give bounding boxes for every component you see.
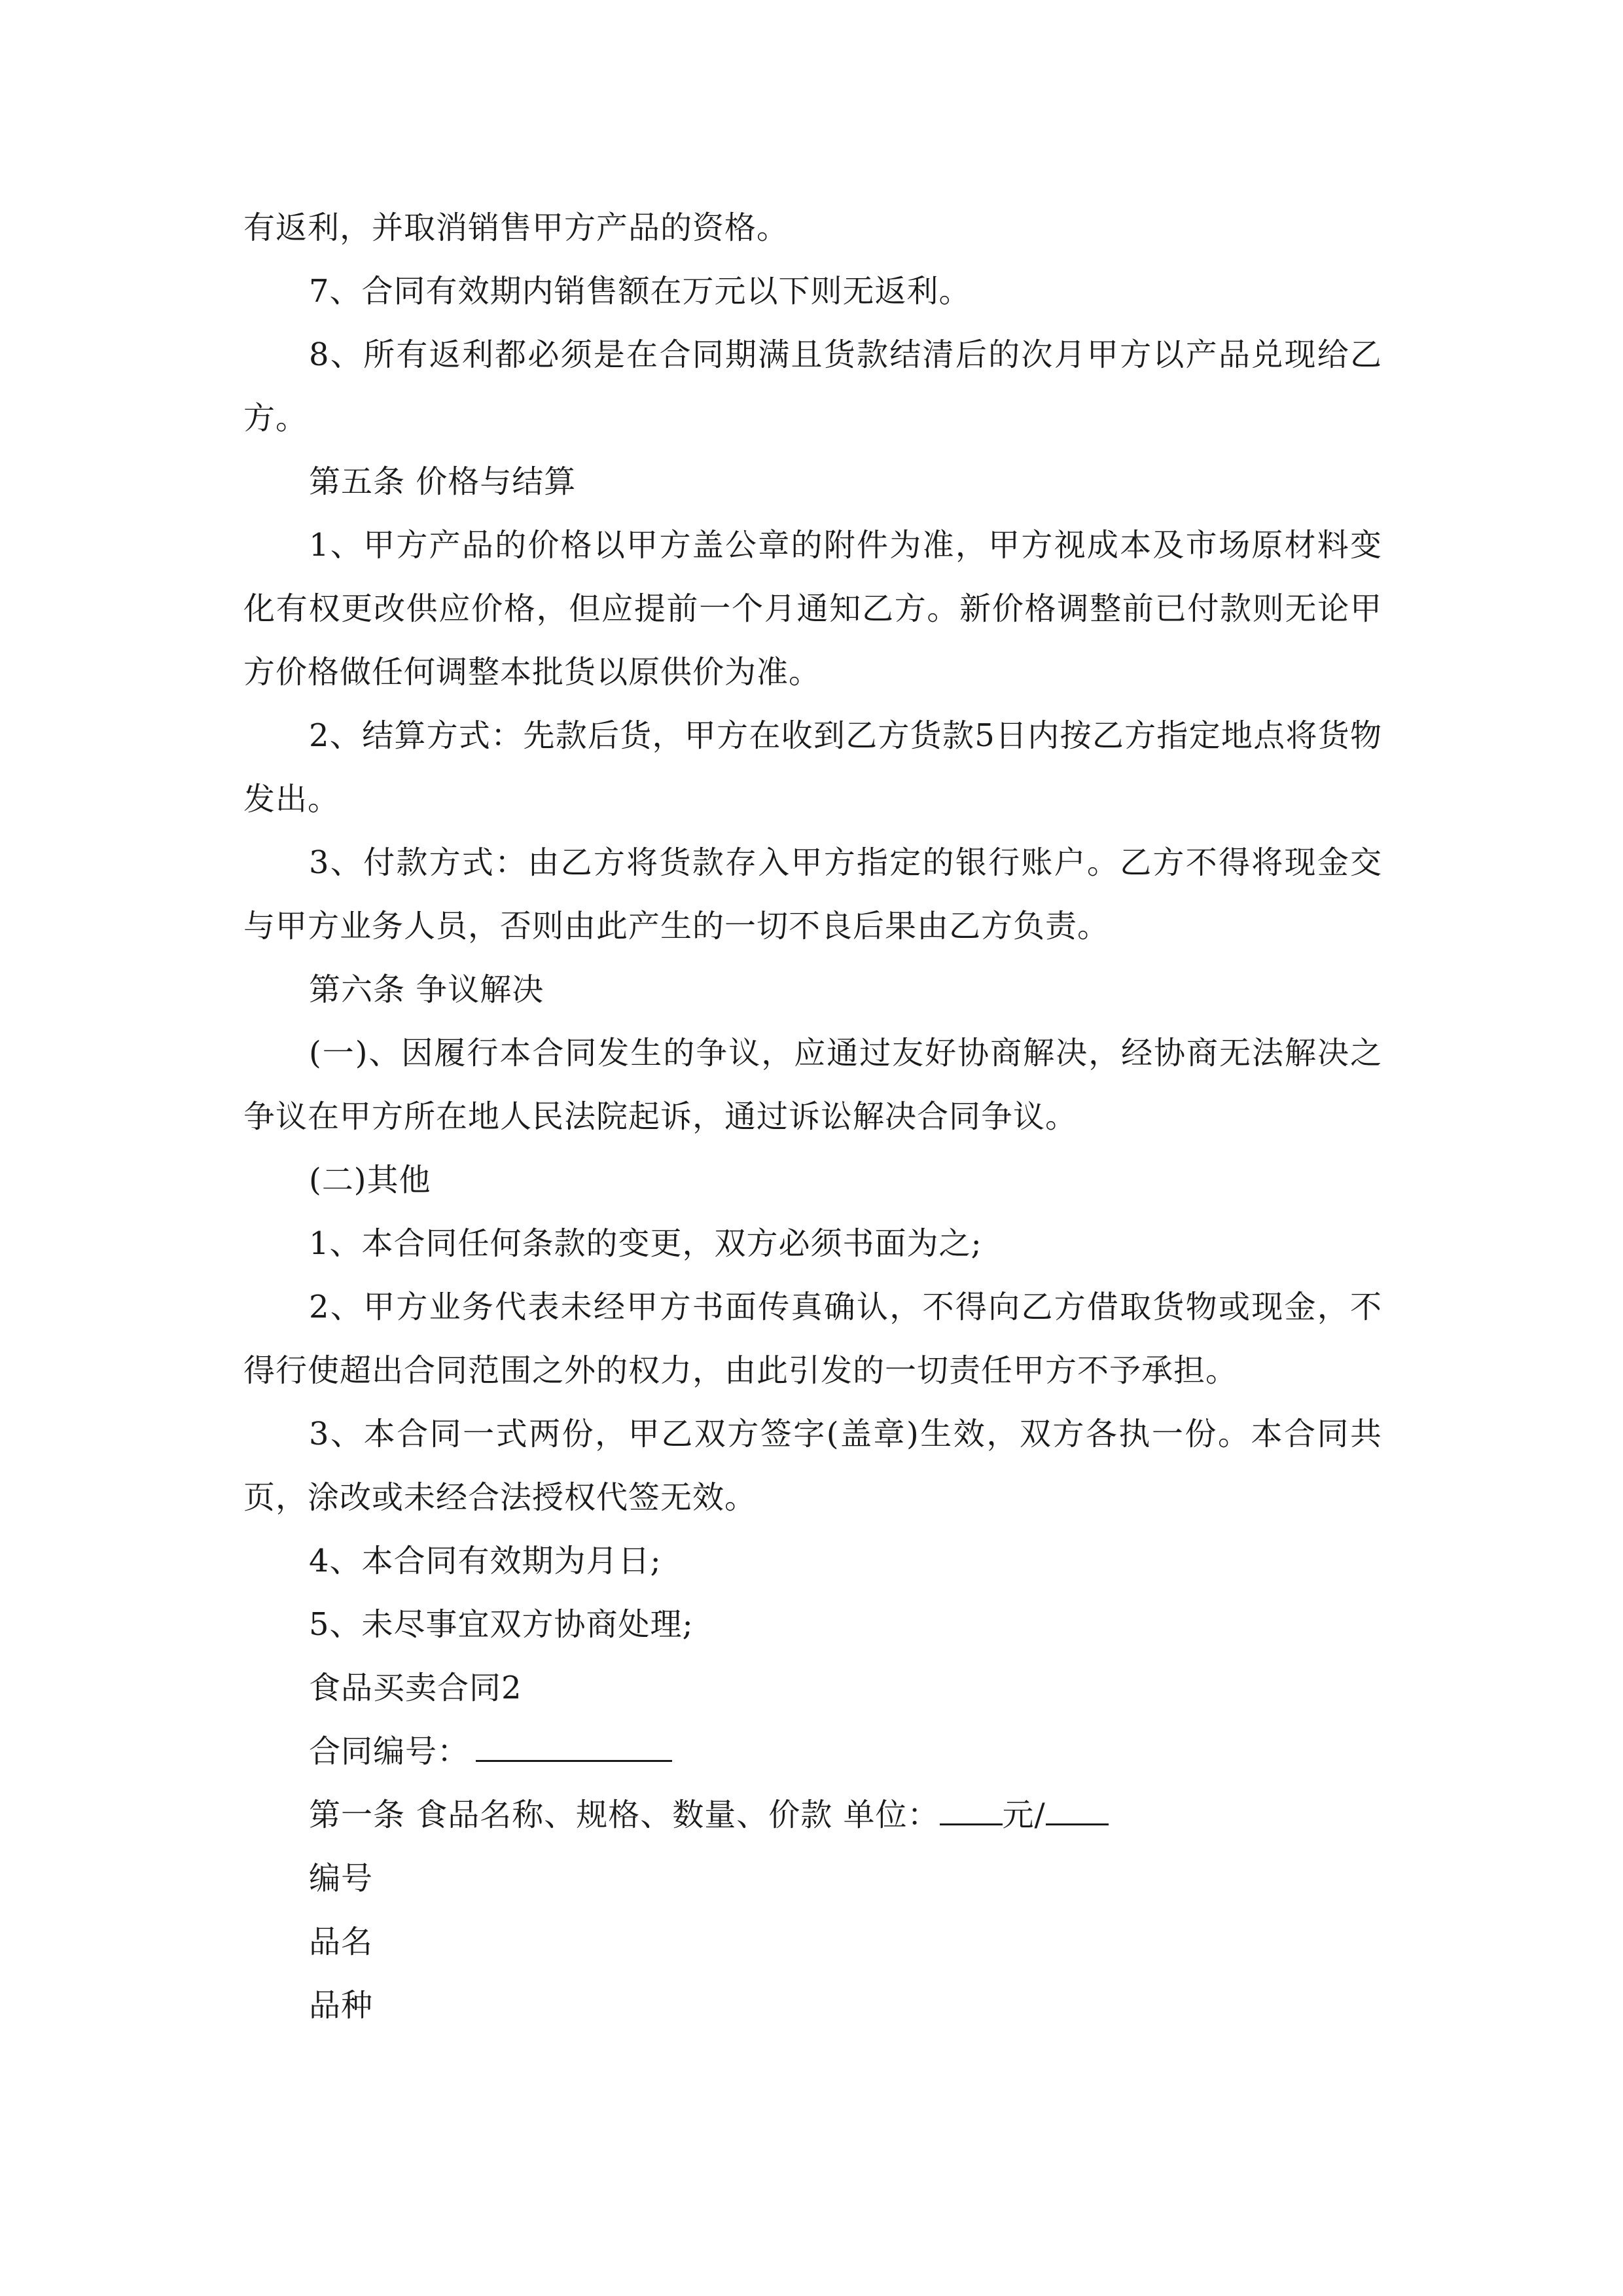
paragraph-dispute-1: (一)、因履行本合同发生的争议，应通过友好协商解决，经协商无法解决之争议在甲方所在地人民法院起诉，通过诉讼解决合同争议。 bbox=[243, 1035, 1382, 1135]
heading-article-5: 第五条 价格与结算 bbox=[309, 463, 577, 500]
document-body bbox=[243, 196, 1382, 2037]
contract-2-title: 食品买卖合同2 bbox=[309, 1670, 522, 1706]
contract-number-line bbox=[243, 1720, 1382, 1784]
paragraph-other-5: 5、未尽事宜双方协商处理; bbox=[309, 1606, 694, 1643]
paragraph-settlement-2: 2、结算方式：先款后货，甲方在收到乙方货款5日内按乙方指定地点将货物发出。 bbox=[243, 717, 1382, 817]
paragraph-price-1: 1、甲方产品的价格以甲方盖公章的附件为准，甲方视成本及市场原材料变化有权更改供应价格，但应提前一个月通知乙方。新价格调整前已付款则无论甲方价格做任何调整本批货以原供价为准。 bbox=[243, 527, 1382, 691]
paragraph-other-3: 3、本合同一式两份，甲乙双方签字(盖章)生效，双方各执一份。本合同共页，涂改或未经合法授权代签无效。 bbox=[243, 1416, 1382, 1516]
paragraph-item-8: 8、所有返利都必须是在合同期满且货款结清后的次月甲方以产品兑现给乙方。 bbox=[243, 336, 1382, 437]
contract-number-blank bbox=[476, 1731, 672, 1762]
table-label-product-name: 品名 bbox=[309, 1924, 374, 1960]
contract-number-label: 合同编号： bbox=[309, 1733, 470, 1770]
article-1-prefix: 第一条 食品名称、规格、数量、价款 单位： bbox=[309, 1797, 940, 1833]
unit-yuan-label: 元/ bbox=[1002, 1797, 1046, 1833]
table-label-variety: 品种 bbox=[309, 1987, 374, 2024]
table-label-number: 编号 bbox=[309, 1860, 374, 1897]
unit-measure-blank bbox=[1046, 1795, 1109, 1825]
heading-article-6: 第六条 争议解决 bbox=[309, 971, 544, 1008]
paragraph-item-7: 7、合同有效期内销售额在万元以下则无返利。 bbox=[309, 273, 971, 310]
paragraph-payment-3: 3、付款方式：由乙方将货款存入甲方指定的银行账户。乙方不得将现金交与甲方业务人员，否则由此产生的一切不良后果由乙方负责。 bbox=[243, 844, 1382, 944]
paragraph-other-4: 4、本合同有效期为月日; bbox=[309, 1543, 662, 1579]
paragraph-other-2: 2、甲方业务代表未经甲方书面传真确认，不得向乙方借取货物或现金，不得行使超出合同范围之外的权力，由此引发的一切责任甲方不予承担。 bbox=[243, 1289, 1382, 1389]
paragraph-rebate-cancel: 有返利，并取消销售甲方产品的资格。 bbox=[243, 209, 789, 246]
paragraph-other-1: 1、本合同任何条款的变更，双方必须书面为之; bbox=[309, 1225, 982, 1262]
heading-other: (二)其他 bbox=[309, 1162, 431, 1198]
article-1-line bbox=[243, 1784, 1382, 1847]
unit-price-blank bbox=[940, 1795, 1003, 1825]
